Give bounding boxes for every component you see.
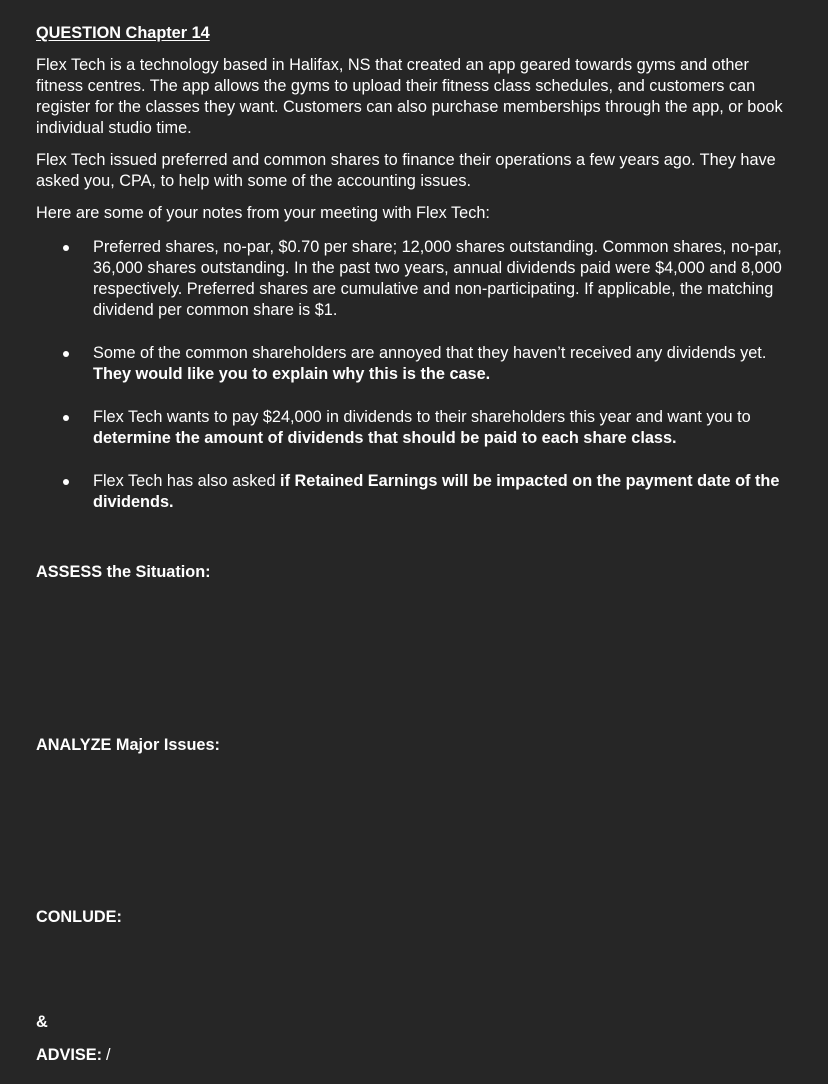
question-heading: QUESTION Chapter 14 [36,24,210,42]
note-item-dividend-payment [36,407,796,449]
conclude-section-heading: CONLUDE: [36,908,122,926]
document-body [36,23,796,527]
note-text: Flex Tech wants to pay $24,000 in dividends to their shareholders this year and want you to [93,408,751,426]
analyze-section-heading: ANALYZE Major Issues: [36,736,220,754]
ampersand-label: & [36,1013,48,1031]
note-bold-task: if Retained Earnings will be impacted on the payment date of the dividends. [93,472,780,511]
meeting-notes-list [36,237,796,513]
notes-intro-paragraph: Here are some of your notes from your meeting with Flex Tech: [36,204,490,222]
bullet-icon [63,245,69,251]
note-text: Some of the common shareholders are annoyed that they haven’t received any dividends yet. [93,344,767,362]
note-text: Preferred shares, no-par, $0.70 per share; 12,000 shares outstanding. Common shares, no-par, 36,000 shares outstanding. In the past two years, annual dividends paid were $4,000 and 8,000 respectively. Preferred shares are cumulative and non-participating. If applicable, the matching dividend per common share is $1. [93,238,782,319]
bullet-icon [63,479,69,485]
context-paragraph: Flex Tech issued preferred and common shares to finance their operations a few years ago. They have asked you, CPA, to help with some of the accounting issues. [36,151,776,190]
advise-section-heading: ADVISE: [36,1046,103,1064]
text-cursor: / [106,1046,111,1064]
advise-section[interactable] [36,1045,111,1066]
intro-paragraph: Flex Tech is a technology based in Halifax, NS that created an app geared towards gyms and other fitness centres. The app allows the gyms to upload their fitness class schedules, and customers can register for the classes they want. Customers can also purchase memberships through the app, or book individual studio time. [36,56,783,137]
note-item-common-shareholders [36,343,796,385]
note-item-shares [36,237,796,321]
note-bold-task: determine the amount of dividends that should be paid to each share class. [93,429,677,447]
bullet-icon [63,351,69,357]
bullet-icon [63,415,69,421]
assess-section-heading: ASSESS the Situation: [36,563,211,581]
note-bold-task: They would like you to explain why this is the case. [93,365,491,383]
note-item-retained-earnings [36,471,796,513]
note-text: Flex Tech has also asked [93,472,281,490]
